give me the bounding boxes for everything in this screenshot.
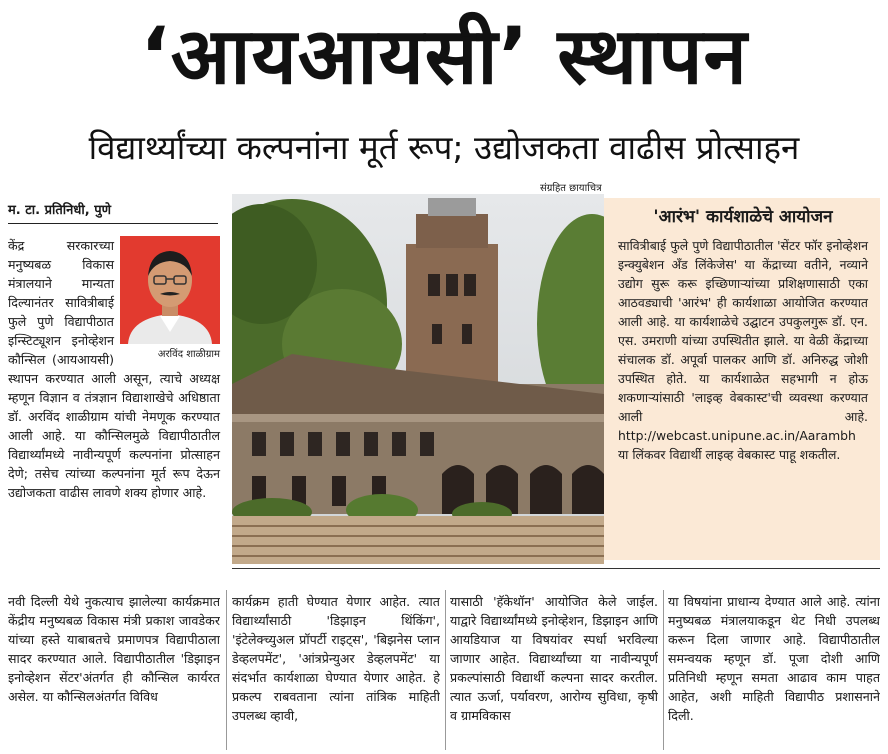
paragraph-4: यासाठी 'हॅकेथॉन' आयोजित केले जाईल. याद्वारे विद्यार्थ्यांमध्ये इनोव्हेशन, डिझाइन आणि आयडियाज या विषयांवर स्पर्धा भरविल्या जाणार आहेत. विद्यार्थ्यांच्या या नावीन्यपूर्ण प्रकल्पांसाठी विद्यार्थी कल्पना सादर करतील. त्यात ऊर्जा, पर्यावरण, आरोग्य सुविधा, कृषी व ग्रामविकास: [450, 594, 658, 723]
column-3: [450, 592, 658, 752]
university-photo: [232, 194, 604, 564]
byline: म. टा. प्रतिनिधी, पुणे: [8, 198, 218, 224]
sidebar-title: 'आरंभ' कार्यशाळेचे आयोजन: [653, 207, 833, 227]
paragraph-intro: केंद्र सरकारच्या मनुष्यबळ विकास मंत्रालयाने मान्यता दिल्यानंतर सावित्रीबाई फुले पुणे विद्यापीठात इन्स्टिट्यूशन इनोव्हेशन कौन्सिल (आयआयसी) स्थापन करण्यात आली असून, त्याचे अध्यक्ष म्हणून विज्ञान व तंत्रज्ञान विद्याशाखेचे अधिष्ठाता डॉ. अरविंद शाळीग्राम यांची नेमणूक करण्यात आली आहे. या कौन्सिलमुळे विद्यापीठातील विद्यार्थ्यांमध्ये नावीन्यपूर्ण कल्पनांना प्रोत्साहन देणे; तसेच त्यांच्या कल्पनांना मूर्त रूप देऊन उद्योजकता वाढीस लावणे शक्य होणार आहे.: [8, 238, 220, 500]
building-image: [232, 194, 604, 564]
column-divider: [445, 590, 446, 750]
portrait: [120, 236, 220, 358]
paragraph-5: या विषयांना प्राधान्य देण्यात आले आहे. त्यांना मनुष्यबळ मंत्रालयाकडून थेट निधी उपलब्ध करून दिला जाणार आहे. विद्यापीठातील समन्वयक म्हणून डॉ. पूजा दोशी आणि प्रतिनिधी म्हणून समता आढाव काम पाहत आहेत, अशी माहिती विद्यापीठ प्रशासनाने दिली.: [668, 594, 880, 723]
column-divider: [663, 590, 664, 750]
divider: [232, 568, 880, 569]
column-divider: [226, 590, 227, 750]
paragraph-3: कार्यक्रम हाती घेण्यात येणार आहेत. त्यात विद्यार्थ्यांसाठी 'डिझाइन थिंकिंग', 'इंटेलेक्च्युअल प्रॉपर्टी राइट्स', 'बिझनेस प्लान डेव्हलपमेंट', 'आंत्रप्रेन्युअर डेव्हलपमेंट' या संदर्भात कार्यशाळा घेण्यात येणार आहेत. हे प्रकल्प राबवताना त्यांना तांत्रिक माहिती उपलब्ध व्हावी,: [232, 594, 440, 723]
article-intro: [8, 236, 220, 586]
portrait-caption: अरविंद शाळीग्राम: [157, 349, 220, 360]
headline: ‘आयआयसी’ स्थापन: [140, 12, 748, 102]
column-4: [668, 592, 880, 752]
subheadline: विद्यार्थ्यांच्या कल्पनांना मूर्त रूप; उद्योजकता वाढीस प्रोत्साहन: [88, 128, 800, 167]
column-2: [232, 592, 440, 752]
column-1-bottom: [8, 592, 220, 752]
portrait-image: [120, 236, 220, 344]
sidebar-box: [604, 198, 880, 560]
sidebar-text: सावित्रीबाई फुले पुणे विद्यापीठातील 'सेंटर फॉर इनोव्हेशन इन्क्युबेशन अँड लिंकेजेस' या केंद्राच्या वतीने, नव्याने उद्योग सुरू करू इच्छिणाऱ्यांच्या प्रशिक्षणासाठी एका आठवड्याची 'आरंभ' ही कार्यशाळा आयोजित करण्यात आली आहे. या कार्यशाळेचे उद्घाटन उपकुलगुरू डॉ. एन. एस. उमराणी यांच्या उपस्थितीत झाले. या वेळी केंद्राच्या संचालक डॉ. अपूर्वा पालकर आणि डॉ. अनिरुद्ध जोशी उपस्थित होते. या कार्यशाळेत सहभागी न होऊ शकणाऱ्यांसाठी 'लाइव्ह वेबकास्ट'ची व्यवस्था करण्यात आली आहे. http://webcast.unipune.ac.in/Aarambh या लिंकवर विद्यार्थी लाइव्ह वेबकास्ट पाहू शकतील.: [618, 238, 868, 462]
photo-credit: संग्रहित छायाचित्र: [540, 183, 602, 194]
paragraph-2: नवी दिल्ली येथे नुकत्याच झालेल्या कार्यक्रमात केंद्रीय मनुष्यबळ विकास मंत्री प्रकाश जावडेकर यांच्या हस्ते याबाबतचे प्रमाणपत्र विद्यापीठाला सादर करण्यात आले. विद्यापीठातील 'डिझाइन इनोव्हेशन सेंटर'अंतर्गत ही कौन्सिल कार्यरत असेल. या कौन्सिलअंतर्गत विविध: [8, 594, 220, 704]
